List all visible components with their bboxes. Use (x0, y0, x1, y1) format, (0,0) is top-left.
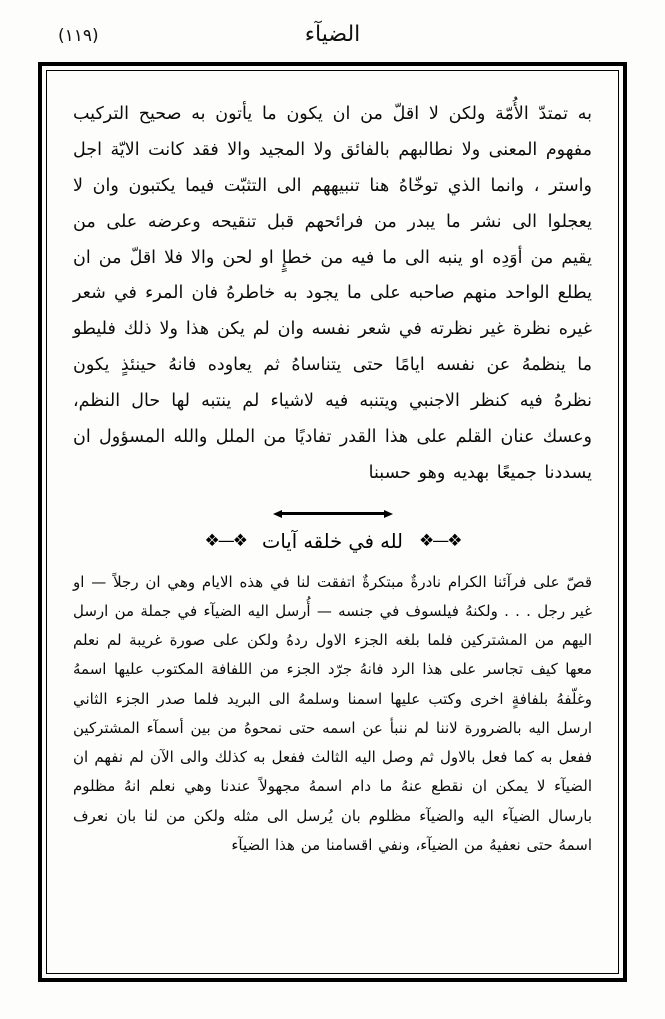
main-paragraph: به تمتدّ الأُمّة ولكن لا اقلّ من ان يكون ما يأتون به صحيح التركيب مفهوم المعنى ولا نطالبهم بالفائق ولا المجيد والا فقد كانت الايّة اجل واستر ، وانما الذي توخّاهُ هنا تنبيههم الى التثبّت فيما يكتبون وان لا يعجلوا الى نشر ما يبدر من فرائحهم قبل تنقيحه وعرضه على من يقيم من أوَدِه او ينبه الى ما فيه من خطإٍ او لحن والا فلا اقلّ من ان يطلع الواحد منهم صاحبه على ما يجود به خاطرهُ فان المرء في شعر غيره نظرة غير نظرته في شعر نفسه وان لم يكن هذا ولا ذلك فليطو ما ينظمهُ عن نفسه ايامًا حتى يتناساهُ ثم يعاوده فانهُ حينئذٍ يكون نظرهُ فيه كنظر الاجنبي ويتنبه فيه لاشياء لم ينتبه لها حال النظم، وعسك عنان القلم على هذا القدر تفاديًا من الملل والله المسؤول ان يسددنا جميعًا بهديه وهو حسبنا (73, 104, 592, 483)
main-article-text (73, 97, 592, 492)
divider-right-tip (384, 510, 393, 518)
ornament-left-icon: ❖—❖ (419, 531, 461, 552)
ornament-right-icon: ❖—❖ (204, 531, 246, 552)
page-header (40, 24, 625, 58)
section-article-text (73, 568, 592, 861)
section-paragraph: قصّ على فرآئنا الكرام نادرةٌ مبتكرةٌ اتفقت لنا في هذه الايام وهي ان رجلاً — او غير رجل . . . ولكنهُ فيلسوف في جنسه — أُرسل اليه الضيآء في جملة من ارسل اليهم من المشتركين فلما بلغه الجزء الاول ردهُ ولكن على صورة غريبة لم نعلم معها كيف تجاسر على هذا الرد فانهُ جرّد الجزء من اللفافة المكتوب عليها اسمهُ وغلّفهُ بلفافةٍ اخرى وكتب عليها اسمنا وسلمهُ الى البريد فلما صدر الجزء الثاني ارسل اليه بالضرورة لاننا لم ننبأ عن اسمه حتى نمحوهُ من بين أسمآء المشتركين ففعل به كما فعل بالاول ثم وصل اليه الثالث ففعل به كذلك والى الآن لم نفهم ان الضيآء لا يمكن ان نقطع عنهُ ما دام اسمهُ مجهولاً عندنا وهي نعلم انهُ مظلوم بارسال الضيآء اليه والضيآء مظلوم بان يُرسل الى مثله ولكن من لنا بان نعرف اسمهُ حتى نعفيهُ من الضيآء، ونفي اقسامنا من هذا الضيآء (73, 572, 592, 854)
divider-bar (281, 512, 385, 515)
section-heading-label: لله في خلقه آيات (262, 529, 403, 553)
content-frame-inner (46, 70, 619, 974)
content-frame (38, 62, 627, 982)
publication-title: الضيآء (304, 22, 361, 47)
section-heading (73, 530, 592, 553)
section-divider (273, 510, 393, 516)
page-number: (١١٩) (58, 26, 99, 46)
